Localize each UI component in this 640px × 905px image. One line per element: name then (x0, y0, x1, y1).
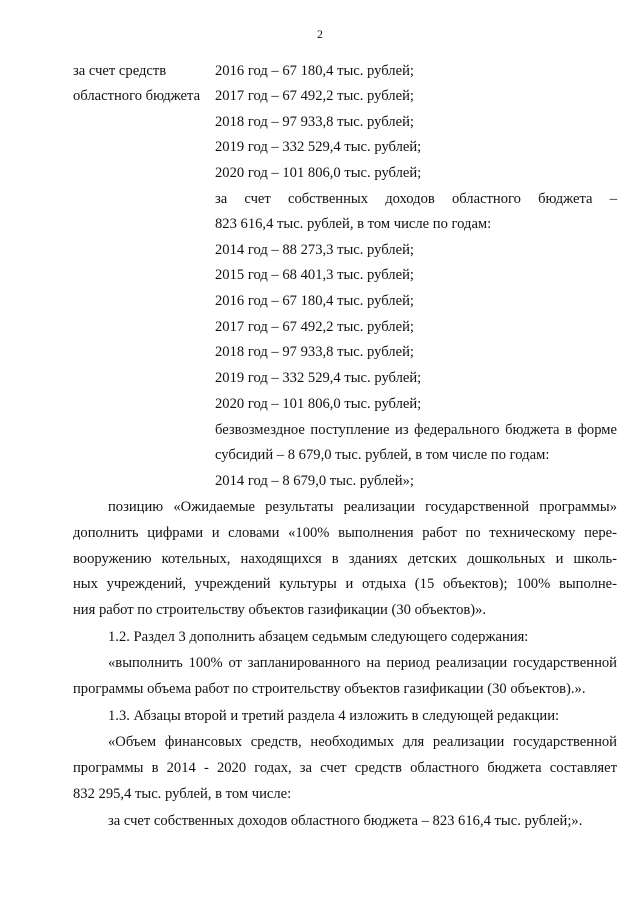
federal-line2: субсидий – 8 679,0 тыс. рублей, в том числе по годам: (215, 447, 550, 463)
paragraph-1-line1: позицию «Ожидаемые результаты реализации государственной программы» (108, 499, 617, 515)
paragraph-1-line2: дополнить цифрами и словами «100% выполнения работ по техническому пере- (73, 525, 617, 541)
own-income-year: 2016 год – 67 180,4 тыс. рублей; (215, 293, 414, 309)
paragraph-5-line2: программы в 2014 - 2020 годах, за счет средств областного бюджета составляет (73, 760, 617, 776)
paragraph-5-line3: 832 295,4 тыс. рублей, в том числе: (73, 786, 292, 802)
paragraph-3-line2: программы объема работ по строительству объектов газификации (30 объектов).». (73, 681, 586, 697)
own-income-year: 2018 год – 97 933,8 тыс. рублей; (215, 344, 414, 360)
federal-line1: безвозмездное поступление из федерального бюджета в форме (215, 422, 617, 438)
year-line: 2020 год – 101 806,0 тыс. рублей; (215, 165, 422, 181)
paragraph-6: за счет собственных доходов областного бюджета – 823 616,4 тыс. рублей;». (108, 813, 583, 829)
own-income-year: 2017 год – 67 492,2 тыс. рублей; (215, 319, 414, 335)
own-income-line2: 823 616,4 тыс. рублей, в том числе по годам: (215, 216, 492, 232)
paragraph-2: 1.2. Раздел 3 дополнить абзацем седьмым следующего содержания: (108, 629, 529, 645)
paragraph-4: 1.3. Абзацы второй и третий раздела 4 изложить в следующей редакции: (108, 708, 560, 724)
left-label-line2: областного бюджета (73, 88, 201, 104)
paragraph-5-line1: «Объем финансовых средств, необходимых для реализации государственной (108, 734, 617, 750)
own-income-year: 2015 год – 68 401,3 тыс. рублей; (215, 267, 414, 283)
federal-line3: 2014 год – 8 679,0 тыс. рублей»; (215, 473, 414, 489)
left-label-line1: за счет средств (73, 63, 167, 79)
own-income-year: 2014 год – 88 273,3 тыс. рублей; (215, 242, 414, 258)
year-line: 2018 год – 97 933,8 тыс. рублей; (215, 114, 414, 130)
paragraph-1-line4: ных учреждений, учреждений культуры и отдыха (15 объектов); 100% выполне- (73, 576, 617, 592)
own-income-line1: за счет собственных доходов областного бюджета – (215, 191, 617, 207)
year-line: 2019 год – 332 529,4 тыс. рублей; (215, 139, 422, 155)
own-income-year: 2019 год – 332 529,4 тыс. рублей; (215, 370, 422, 386)
paragraph-1-line5: ния работ по строительству объектов газификации (30 объектов)». (73, 602, 487, 618)
year-line: 2016 год – 67 180,4 тыс. рублей; (215, 63, 414, 79)
paragraph-1-line3: вооружению котельных, находящихся в зданиях детских дошкольных и школь- (73, 551, 617, 567)
year-line: 2017 год – 67 492,2 тыс. рублей; (215, 88, 414, 104)
own-income-year: 2020 год – 101 806,0 тыс. рублей; (215, 396, 422, 412)
page-number: 2 (317, 27, 323, 41)
paragraph-3-line1: «выполнить 100% от запланированного на период реализации государственной (108, 655, 617, 671)
